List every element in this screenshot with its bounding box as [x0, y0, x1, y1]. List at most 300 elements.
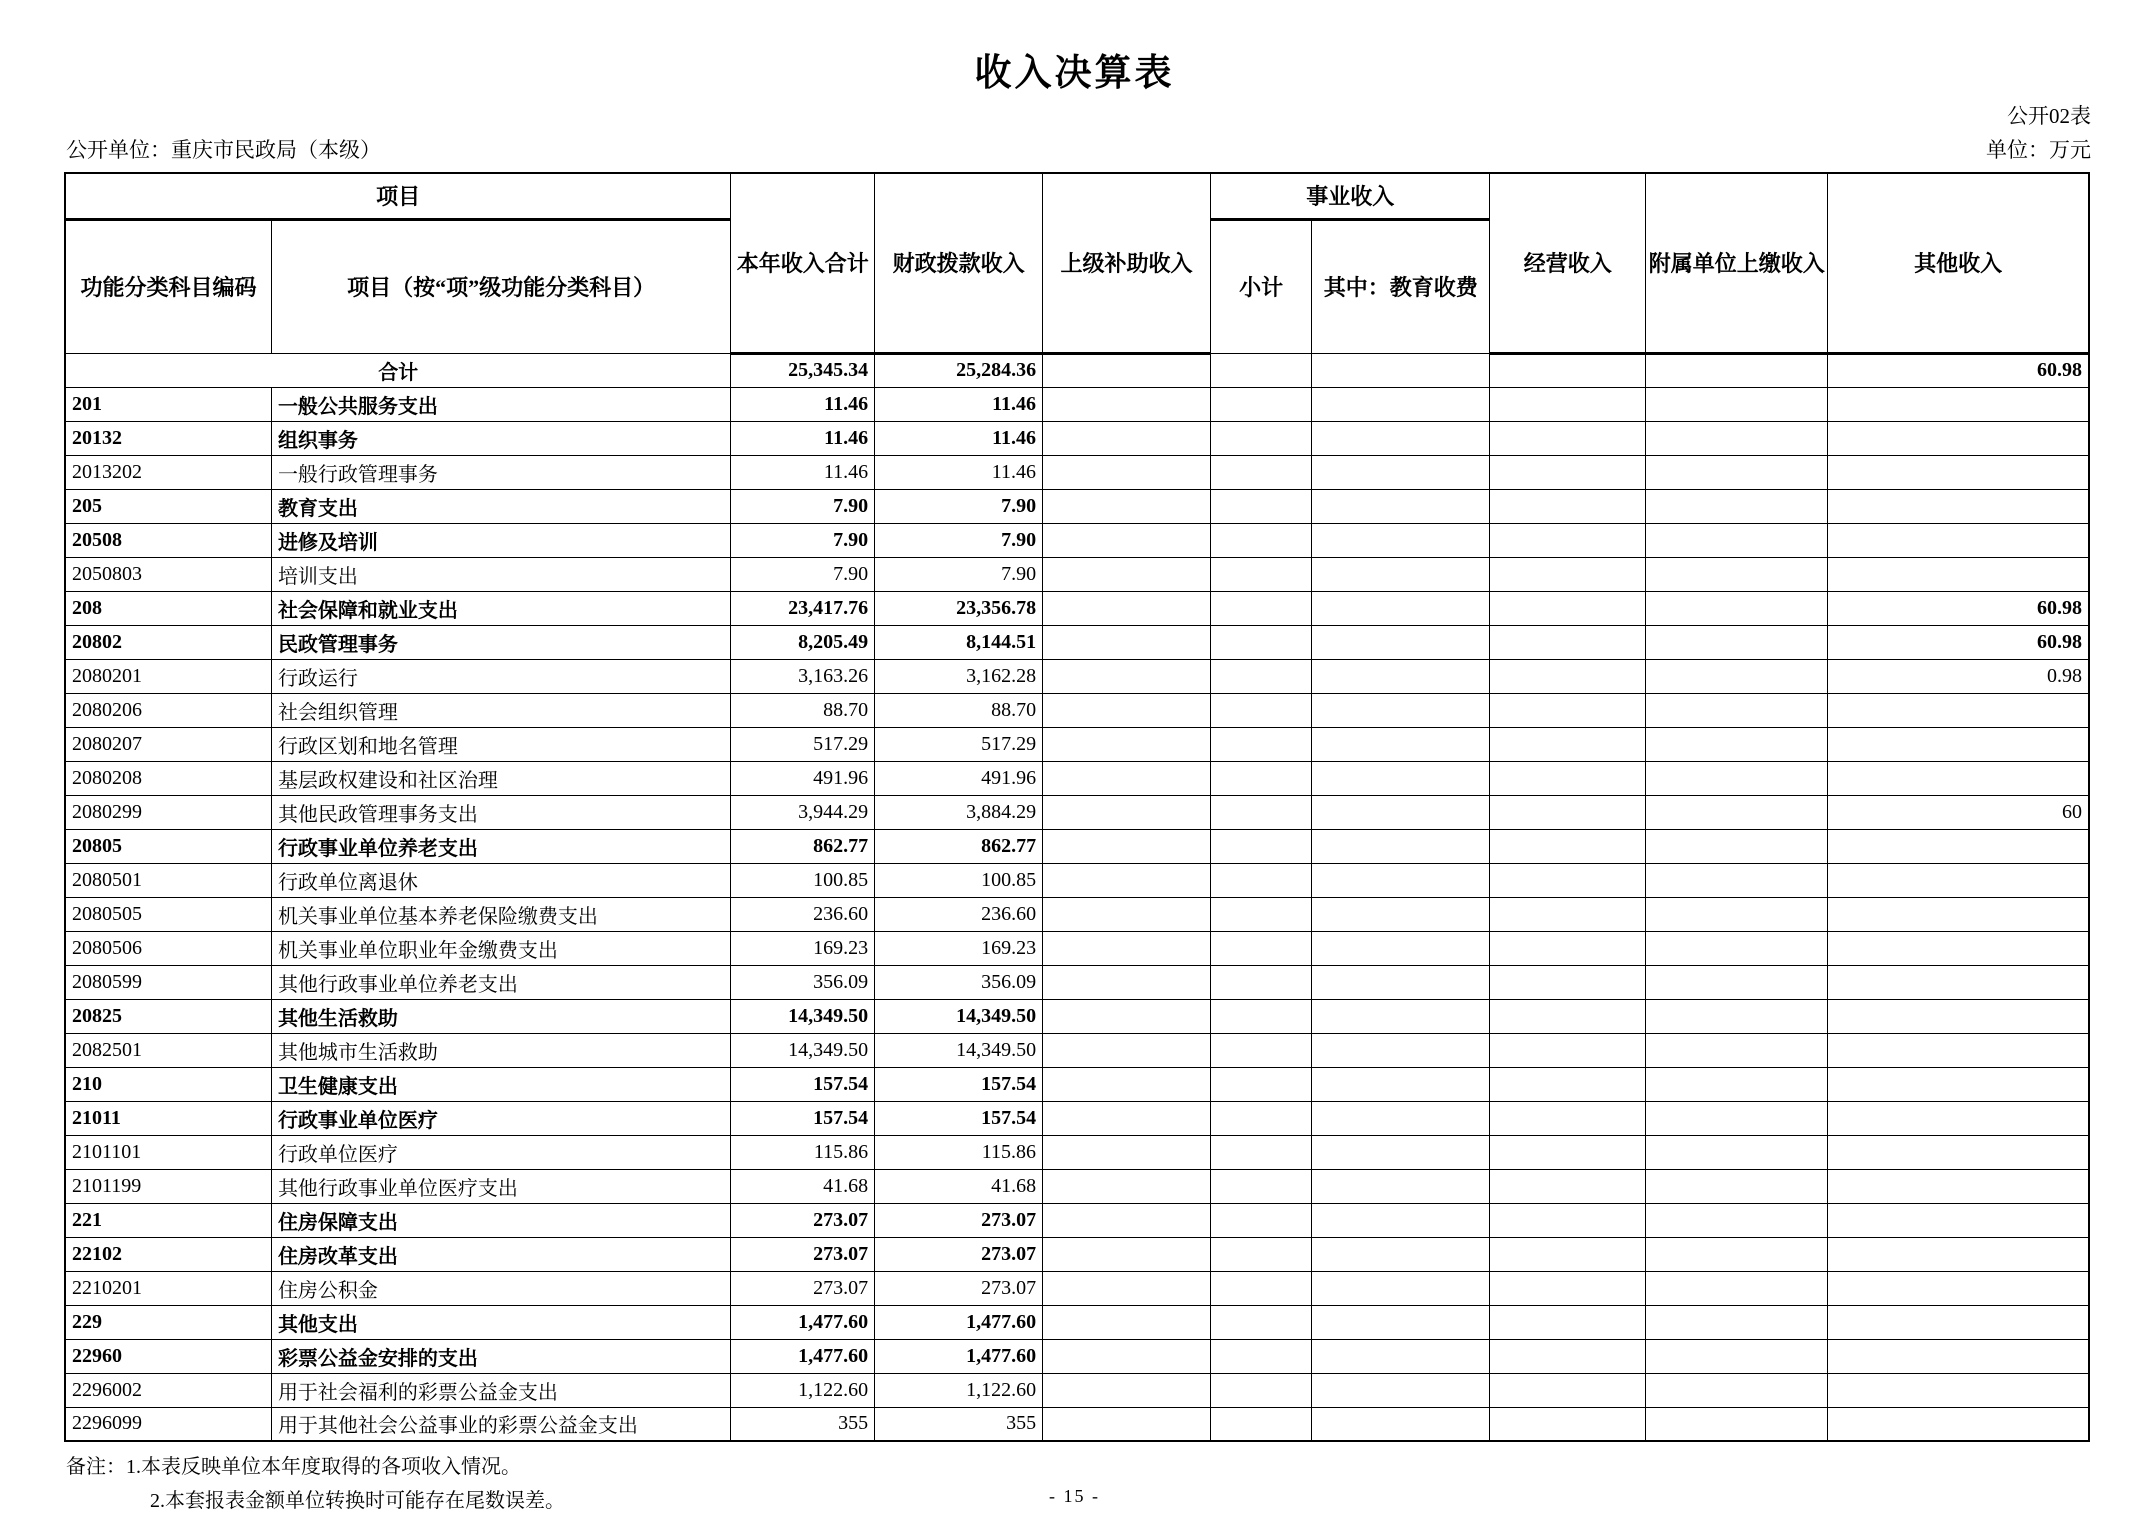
cell-sub	[1211, 1135, 1312, 1169]
cell-upper	[1043, 523, 1211, 557]
cell-upper	[1043, 1135, 1211, 1169]
cell-upper	[1043, 421, 1211, 455]
cell-oper	[1490, 1373, 1646, 1407]
cell-code: 2080501	[65, 863, 271, 897]
cell-total: 157.54	[731, 1101, 875, 1135]
cell-total: 862.77	[731, 829, 875, 863]
table-row	[65, 557, 2089, 591]
cell-total: 88.70	[731, 693, 875, 727]
cell-affil	[1646, 1135, 1828, 1169]
unit-label: 单位：万元	[1986, 138, 2091, 162]
header-project-group: 项目	[65, 173, 731, 219]
cell-fiscal: 169.23	[875, 931, 1043, 965]
cell-fiscal: 491.96	[875, 761, 1043, 795]
cell-affil	[1646, 1407, 1828, 1441]
table-row	[65, 1203, 2089, 1237]
cell-oper	[1490, 965, 1646, 999]
cell-edu	[1312, 931, 1490, 965]
table-row	[65, 761, 2089, 795]
cell-fiscal: 236.60	[875, 897, 1043, 931]
cell-edu	[1312, 727, 1490, 761]
cell-edu	[1312, 965, 1490, 999]
cell-upper	[1043, 1101, 1211, 1135]
cell-name: 其他行政事业单位养老支出	[271, 965, 730, 999]
cell-other	[1828, 1067, 2089, 1101]
cell-name: 卫生健康支出	[271, 1067, 730, 1101]
header-affiliated: 附属单位上缴收入	[1646, 173, 1828, 353]
cell-sub	[1211, 455, 1312, 489]
cell-fiscal: 115.86	[875, 1135, 1043, 1169]
cell-edu	[1312, 489, 1490, 523]
header-operating: 经营收入	[1490, 173, 1646, 353]
cell-name: 一般公共服务支出	[271, 387, 730, 421]
cell-fiscal: 517.29	[875, 727, 1043, 761]
cell-edu	[1312, 659, 1490, 693]
cell-total: 3,944.29	[731, 795, 875, 829]
cell-code: 2080207	[65, 727, 271, 761]
header-sub-total: 小计	[1211, 219, 1312, 353]
cell-oper	[1490, 693, 1646, 727]
cell-total: 3,163.26	[731, 659, 875, 693]
cell-other	[1828, 1033, 2089, 1067]
income-final-accounts-table	[64, 172, 2090, 1442]
cell-oper	[1490, 523, 1646, 557]
cell-affil	[1646, 625, 1828, 659]
cell-fiscal: 356.09	[875, 965, 1043, 999]
cell-total: 273.07	[731, 1271, 875, 1305]
cell-oper	[1490, 591, 1646, 625]
cell-edu	[1312, 1271, 1490, 1305]
cell-oper	[1490, 795, 1646, 829]
cell-affil	[1646, 1169, 1828, 1203]
cell-sub	[1211, 421, 1312, 455]
cell-affil	[1646, 557, 1828, 591]
cell-code: 221	[65, 1203, 271, 1237]
header-business-group: 事业收入	[1211, 173, 1490, 219]
cell-code: 2101199	[65, 1169, 271, 1203]
cell-total: 25,345.34	[731, 353, 875, 387]
cell-code: 2080208	[65, 761, 271, 795]
table-row	[65, 863, 2089, 897]
cell-total: 356.09	[731, 965, 875, 999]
cell-sub	[1211, 387, 1312, 421]
table-row	[65, 999, 2089, 1033]
table-row	[65, 1339, 2089, 1373]
cell-name: 一般行政管理事务	[271, 455, 730, 489]
cell-upper	[1043, 931, 1211, 965]
cell-oper	[1490, 455, 1646, 489]
cell-other	[1828, 829, 2089, 863]
cell-code: 205	[65, 489, 271, 523]
cell-affil	[1646, 965, 1828, 999]
cell-affil	[1646, 1373, 1828, 1407]
cell-sub	[1211, 1407, 1312, 1441]
table-row	[65, 1373, 2089, 1407]
cell-sub	[1211, 1237, 1312, 1271]
cell-oper	[1490, 1135, 1646, 1169]
cell-oper	[1490, 1169, 1646, 1203]
cell-edu	[1312, 557, 1490, 591]
cell-total: 8,205.49	[731, 625, 875, 659]
cell-oper	[1490, 999, 1646, 1033]
cell-other	[1828, 557, 2089, 591]
cell-name: 其他生活救助	[271, 999, 730, 1033]
cell-code: 22960	[65, 1339, 271, 1373]
cell-fiscal: 11.46	[875, 387, 1043, 421]
cell-edu	[1312, 999, 1490, 1033]
cell-affil	[1646, 693, 1828, 727]
cell-code: 2080505	[65, 897, 271, 931]
cell-affil	[1646, 1305, 1828, 1339]
cell-upper	[1043, 795, 1211, 829]
cell-fiscal: 88.70	[875, 693, 1043, 727]
cell-edu	[1312, 625, 1490, 659]
cell-affil	[1646, 863, 1828, 897]
cell-sub	[1211, 1271, 1312, 1305]
cell-oper	[1490, 761, 1646, 795]
cell-code: 20825	[65, 999, 271, 1033]
cell-name: 进修及培训	[271, 523, 730, 557]
cell-oper	[1490, 387, 1646, 421]
cell-sub	[1211, 591, 1312, 625]
cell-sub	[1211, 863, 1312, 897]
cell-oper	[1490, 1237, 1646, 1271]
cell-other	[1828, 523, 2089, 557]
cell-oper	[1490, 727, 1646, 761]
cell-edu	[1312, 1033, 1490, 1067]
cell-oper	[1490, 863, 1646, 897]
cell-name: 机关事业单位职业年金缴费支出	[271, 931, 730, 965]
cell-code: 2296099	[65, 1407, 271, 1441]
cell-upper	[1043, 999, 1211, 1033]
cell-edu	[1312, 1067, 1490, 1101]
cell-sub	[1211, 557, 1312, 591]
cell-name: 社会保障和就业支出	[271, 591, 730, 625]
cell-sub	[1211, 999, 1312, 1033]
cell-upper	[1043, 625, 1211, 659]
form-code-label: 公开02表	[2007, 104, 2091, 128]
cell-sub	[1211, 1203, 1312, 1237]
cell-sub	[1211, 353, 1312, 387]
cell-upper	[1043, 659, 1211, 693]
cell-name: 其他民政管理事务支出	[271, 795, 730, 829]
cell-sub	[1211, 1373, 1312, 1407]
cell-sub	[1211, 1169, 1312, 1203]
cell-other	[1828, 693, 2089, 727]
cell-code: 21011	[65, 1101, 271, 1135]
cell-code: 208	[65, 591, 271, 625]
cell-fiscal: 14,349.50	[875, 1033, 1043, 1067]
cell-total: 157.54	[731, 1067, 875, 1101]
cell-total: 11.46	[731, 455, 875, 489]
cell-fiscal: 7.90	[875, 557, 1043, 591]
cell-fiscal: 7.90	[875, 489, 1043, 523]
cell-affil	[1646, 387, 1828, 421]
cell-upper	[1043, 1407, 1211, 1441]
footnote-1: 备注：1.本表反映单位本年度取得的各项收入情况。	[66, 1456, 521, 1478]
cell-code: 2101101	[65, 1135, 271, 1169]
cell-other	[1828, 863, 2089, 897]
cell-name: 社会组织管理	[271, 693, 730, 727]
cell-sub	[1211, 1067, 1312, 1101]
cell-fiscal: 11.46	[875, 421, 1043, 455]
cell-upper	[1043, 727, 1211, 761]
cell-oper	[1490, 1067, 1646, 1101]
cell-total: 41.68	[731, 1169, 875, 1203]
cell-edu	[1312, 1339, 1490, 1373]
cell-upper	[1043, 1237, 1211, 1271]
cell-affil	[1646, 1339, 1828, 1373]
cell-other	[1828, 1373, 2089, 1407]
table-row	[65, 489, 2089, 523]
cell-upper	[1043, 591, 1211, 625]
cell-sub	[1211, 1305, 1312, 1339]
cell-oper	[1490, 659, 1646, 693]
cell-other	[1828, 999, 2089, 1033]
org-label: 公开单位：重庆市民政局（本级）	[66, 138, 381, 162]
cell-edu	[1312, 829, 1490, 863]
cell-other	[1828, 931, 2089, 965]
cell-oper	[1490, 829, 1646, 863]
cell-fiscal: 8,144.51	[875, 625, 1043, 659]
cell-name: 培训支出	[271, 557, 730, 591]
cell-upper	[1043, 353, 1211, 387]
cell-edu	[1312, 863, 1490, 897]
cell-name: 住房改革支出	[271, 1237, 730, 1271]
cell-affil	[1646, 999, 1828, 1033]
cell-code: 2082501	[65, 1033, 271, 1067]
cell-name: 教育支出	[271, 489, 730, 523]
cell-code: 22102	[65, 1237, 271, 1271]
page-number: - 15 -	[1049, 1486, 1100, 1506]
cell-upper	[1043, 1203, 1211, 1237]
table-row	[65, 455, 2089, 489]
cell-sub	[1211, 931, 1312, 965]
cell-oper	[1490, 557, 1646, 591]
table-row	[65, 1067, 2089, 1101]
cell-oper	[1490, 1339, 1646, 1373]
cell-fiscal: 23,356.78	[875, 591, 1043, 625]
cell-total: 273.07	[731, 1237, 875, 1271]
cell-affil	[1646, 659, 1828, 693]
cell-name: 住房保障支出	[271, 1203, 730, 1237]
cell-edu	[1312, 1373, 1490, 1407]
cell-name: 彩票公益金安排的支出	[271, 1339, 730, 1373]
cell-other	[1828, 897, 2089, 931]
cell-fiscal: 355	[875, 1407, 1043, 1441]
cell-code: 2050803	[65, 557, 271, 591]
cell-other	[1828, 1135, 2089, 1169]
cell-sub	[1211, 1339, 1312, 1373]
cell-total: 23,417.76	[731, 591, 875, 625]
cell-upper	[1043, 1033, 1211, 1067]
table-row	[65, 1237, 2089, 1271]
cell-fiscal: 273.07	[875, 1203, 1043, 1237]
cell-total: 7.90	[731, 523, 875, 557]
cell-code: 2210201	[65, 1271, 271, 1305]
cell-sub	[1211, 1101, 1312, 1135]
table-row	[65, 1033, 2089, 1067]
cell-affil	[1646, 761, 1828, 795]
cell-edu	[1312, 897, 1490, 931]
cell-oper	[1490, 1271, 1646, 1305]
cell-fiscal: 862.77	[875, 829, 1043, 863]
cell-sub	[1211, 659, 1312, 693]
cell-total: 236.60	[731, 897, 875, 931]
cell-fiscal: 157.54	[875, 1067, 1043, 1101]
cell-total: 169.23	[731, 931, 875, 965]
cell-upper	[1043, 387, 1211, 421]
page-title: 收入决算表	[974, 53, 1175, 94]
table-row	[65, 1101, 2089, 1135]
cell-fiscal: 100.85	[875, 863, 1043, 897]
table-row	[65, 829, 2089, 863]
cell-name: 行政运行	[271, 659, 730, 693]
cell-name: 行政事业单位养老支出	[271, 829, 730, 863]
table-row	[65, 625, 2089, 659]
header-edu: 其中：教育收费	[1312, 219, 1490, 353]
header-fiscal: 财政拨款收入	[875, 173, 1043, 353]
table-row	[65, 659, 2089, 693]
cell-affil	[1646, 829, 1828, 863]
cell-edu	[1312, 761, 1490, 795]
cell-sub	[1211, 761, 1312, 795]
cell-affil	[1646, 455, 1828, 489]
cell-other	[1828, 965, 2089, 999]
cell-code: 210	[65, 1067, 271, 1101]
cell-total-label: 合计	[65, 353, 731, 387]
cell-oper	[1490, 353, 1646, 387]
cell-other	[1828, 1169, 2089, 1203]
cell-upper	[1043, 1169, 1211, 1203]
cell-other	[1828, 1101, 2089, 1135]
cell-sub	[1211, 829, 1312, 863]
cell-upper	[1043, 489, 1211, 523]
cell-sub	[1211, 897, 1312, 931]
cell-sub	[1211, 965, 1312, 999]
cell-upper	[1043, 1373, 1211, 1407]
table-row	[65, 387, 2089, 421]
cell-other	[1828, 1305, 2089, 1339]
cell-fiscal: 41.68	[875, 1169, 1043, 1203]
cell-fiscal: 25,284.36	[875, 353, 1043, 387]
cell-fiscal: 157.54	[875, 1101, 1043, 1135]
cell-affil	[1646, 353, 1828, 387]
cell-upper	[1043, 761, 1211, 795]
cell-name: 用于其他社会公益事业的彩票公益金支出	[271, 1407, 730, 1441]
cell-affil	[1646, 931, 1828, 965]
cell-oper	[1490, 897, 1646, 931]
table-row	[65, 727, 2089, 761]
cell-total: 491.96	[731, 761, 875, 795]
cell-other	[1828, 1203, 2089, 1237]
cell-sub	[1211, 489, 1312, 523]
cell-sub	[1211, 625, 1312, 659]
cell-affil	[1646, 897, 1828, 931]
cell-edu	[1312, 523, 1490, 557]
cell-affil	[1646, 1067, 1828, 1101]
cell-name: 其他城市生活救助	[271, 1033, 730, 1067]
cell-total: 1,477.60	[731, 1339, 875, 1373]
cell-total: 355	[731, 1407, 875, 1441]
cell-fiscal: 1,477.60	[875, 1339, 1043, 1373]
cell-edu	[1312, 591, 1490, 625]
cell-other	[1828, 489, 2089, 523]
cell-name: 其他支出	[271, 1305, 730, 1339]
cell-fiscal: 1,477.60	[875, 1305, 1043, 1339]
cell-upper	[1043, 1305, 1211, 1339]
table-row	[65, 897, 2089, 931]
cell-oper	[1490, 1203, 1646, 1237]
cell-upper	[1043, 965, 1211, 999]
cell-other: 60.98	[1828, 591, 2089, 625]
cell-other	[1828, 1271, 2089, 1305]
cell-total: 100.85	[731, 863, 875, 897]
cell-sub	[1211, 727, 1312, 761]
cell-edu	[1312, 1305, 1490, 1339]
cell-edu	[1312, 1135, 1490, 1169]
cell-oper	[1490, 1407, 1646, 1441]
cell-other: 60.98	[1828, 353, 2089, 387]
cell-code: 20805	[65, 829, 271, 863]
cell-total: 1,122.60	[731, 1373, 875, 1407]
cell-affil	[1646, 1033, 1828, 1067]
cell-total: 273.07	[731, 1203, 875, 1237]
cell-fiscal: 3,162.28	[875, 659, 1043, 693]
table-body	[65, 353, 2089, 1441]
cell-affil	[1646, 1101, 1828, 1135]
cell-code: 20132	[65, 421, 271, 455]
cell-code: 2080201	[65, 659, 271, 693]
cell-affil	[1646, 591, 1828, 625]
cell-upper	[1043, 829, 1211, 863]
cell-other	[1828, 1237, 2089, 1271]
table-row	[65, 693, 2089, 727]
cell-total: 14,349.50	[731, 1033, 875, 1067]
cell-oper	[1490, 489, 1646, 523]
cell-fiscal: 3,884.29	[875, 795, 1043, 829]
cell-upper	[1043, 693, 1211, 727]
cell-affil	[1646, 421, 1828, 455]
table-row	[65, 421, 2089, 455]
table-row	[65, 931, 2089, 965]
cell-other	[1828, 727, 2089, 761]
cell-fiscal: 11.46	[875, 455, 1043, 489]
cell-name: 行政事业单位医疗	[271, 1101, 730, 1135]
table-row	[65, 523, 2089, 557]
cell-total: 1,477.60	[731, 1305, 875, 1339]
table-row-total	[65, 353, 2089, 387]
cell-code: 2080206	[65, 693, 271, 727]
cell-edu	[1312, 795, 1490, 829]
table-row	[65, 1407, 2089, 1441]
cell-name: 行政单位离退休	[271, 863, 730, 897]
cell-affil	[1646, 523, 1828, 557]
cell-sub	[1211, 693, 1312, 727]
cell-edu	[1312, 1407, 1490, 1441]
cell-fiscal: 7.90	[875, 523, 1043, 557]
header-project-item: 项目（按“项”级功能分类科目）	[271, 219, 730, 353]
table-row	[65, 591, 2089, 625]
cell-upper	[1043, 897, 1211, 931]
cell-code: 2296002	[65, 1373, 271, 1407]
header-code: 功能分类科目编码	[65, 219, 271, 353]
cell-code: 20508	[65, 523, 271, 557]
cell-affil	[1646, 727, 1828, 761]
cell-fiscal: 1,122.60	[875, 1373, 1043, 1407]
cell-fiscal: 273.07	[875, 1237, 1043, 1271]
header-total-year: 本年收入合计	[731, 173, 875, 353]
